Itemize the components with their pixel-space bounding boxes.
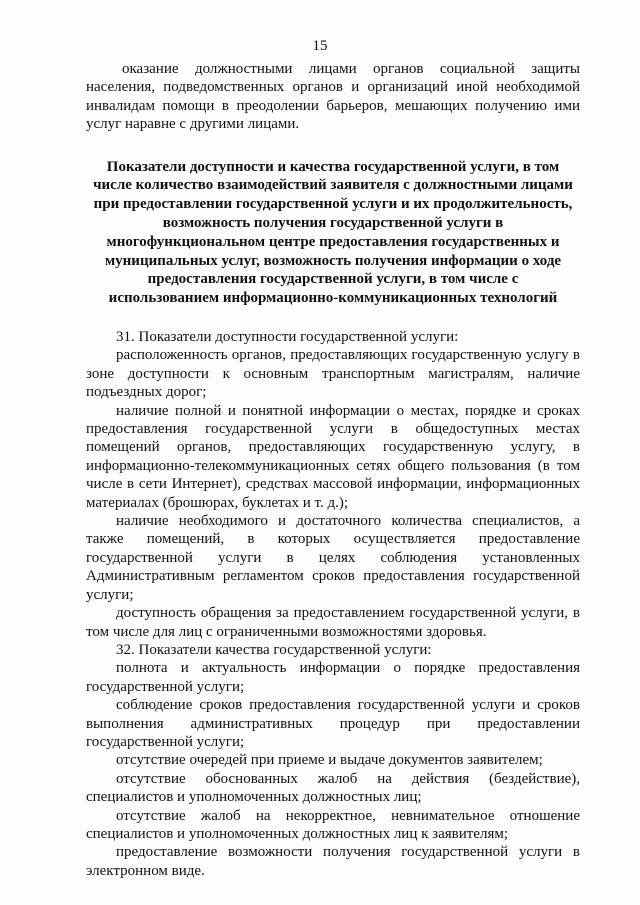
section-31-item: доступность обращения за предоставлением государственной услуги, в том числе для лиц с ограниченными возможностями здоровья.	[86, 605, 580, 640]
heading-line: многофункциональном центре предоставления государственных и	[106, 233, 560, 250]
section-32-item: отсутствие очередей при приеме и выдаче документов заявителем;	[116, 752, 543, 769]
heading-line: предоставления государственной услуги, в том числе с	[147, 271, 519, 288]
intro-paragraph: оказание должностными лицами органов социальной защиты населения, подведомственных органов и организаций иной необходимой инвалидам помощи в преодолении барьеров, мешающих получению ими услуг наравне с другими лицами.	[86, 61, 580, 133]
heading-line: при предоставлении государственной услуги и их продолжительность,	[93, 196, 573, 213]
heading-line: муниципальных услуг, возможность получения информации о ходе	[104, 252, 562, 269]
section-32-item: соблюдение сроков предоставления государственной услуги и сроков выполнения административных процедур при предоставлении государственной услуги;	[86, 697, 580, 750]
section-heading	[86, 158, 580, 308]
heading-line: использованием информационно-коммуникационных технологий	[108, 290, 558, 307]
page-number: 15	[312, 38, 328, 54]
document-body	[86, 60, 580, 880]
section-32-item: отсутствие жалоб на некорректное, невнимательное отношение специалистов и уполномоченных должностных лиц к заявителям;	[86, 807, 580, 842]
section-31-item: наличие полной и понятной информации о местах, порядке и сроках предоставления государственной услуги в общедоступных местах помещений органов, предоставляющих государственную услугу, в информационно-телекоммуникационных сетях общего пользования (в том числе в сети Интернет), средствах массовой информации, информационных материалах (брошюрах, буклетах и т. д.);	[86, 402, 580, 511]
section-32-item: предоставление возможности получения государственной услуги в электронном виде.	[86, 844, 580, 879]
section-32-item: полнота и актуальность информации о порядке предоставления государственной услуги;	[86, 660, 580, 695]
section-31-item: наличие необходимого и достаточного количества специалистов, а также помещений, в которых осуществляется предоставление государственной услуги в целях соблюдения установленных Административным регламентом сроков предоставления государственной услуги;	[86, 513, 580, 603]
section-32-title: 32. Показатели качества государственной услуги:	[116, 641, 432, 658]
section-31-item: расположенность органов, предоставляющих государственную услугу в зоне доступности к основным транспортным магистралям, наличие подъездных дорог;	[86, 347, 580, 401]
heading-line: числе количество взаимодействий заявителя с должностными лицами	[93, 177, 573, 194]
section-31-title: 31. Показатели доступности государственной услуги:	[116, 329, 459, 345]
section-32-item: отсутствие обоснованных жалоб на действия (бездействие), специалистов и уполномоченных должностных лиц;	[86, 770, 580, 806]
heading-line: возможность получения государственной услуги в	[162, 215, 504, 232]
heading-line: Показатели доступности и качества государственной услуги, в том	[106, 158, 560, 175]
